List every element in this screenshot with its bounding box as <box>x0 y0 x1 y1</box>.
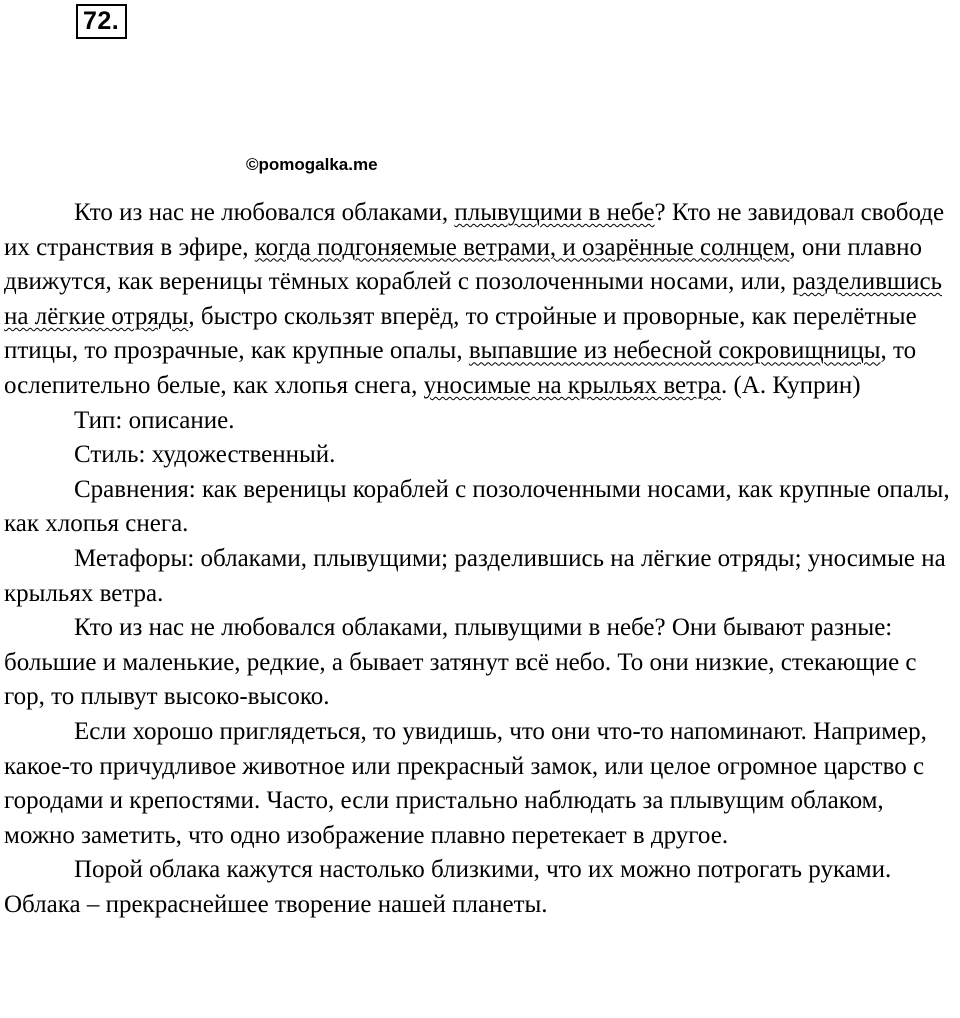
analysis-style: Стиль: художественный. <box>74 441 336 469</box>
participle-phrase-underline: плывущими в небе <box>454 199 655 226</box>
participle-phrase-underline: уносимые на крыльях ветра <box>423 371 721 399</box>
essay-paragraph-2: Если хорошо приглядеться, то увидишь, что они что-то напоминают. Например, какое-то причудливое животное или прекрасный замок, или целое огромное царство с городами и крепостями. Часто, если пристально наблюдать за плывущим облаком, можно заметить, что одно изображение плавно перетекает в другое. <box>4 717 927 849</box>
participle-phrase-underline: выпавшие из небесной сокровищницы <box>468 337 881 365</box>
text-segment: , быстро скользят вперёд, то стройные и проворные, как перелётные птицы, то прозрачные, как крупные опалы, <box>4 302 917 365</box>
analysis-type: Тип: описание. <box>74 406 235 434</box>
source-text-paragraph <box>4 196 956 404</box>
text-body <box>4 196 956 922</box>
analysis-comparisons: Сравнения: как вереницы кораблей с позолоченными носами, как крупные опалы, как хлопья снега. <box>4 475 950 538</box>
text-segment: , они плавно движутся, как вереницы тёмных кораблей с позолоченными носами, или, <box>4 233 923 296</box>
analysis-metaphors: Метафоры: облаками, плывущими; разделившись на лёгкие отряды; уносимые на крыльях ветра. <box>4 544 946 607</box>
essay-paragraph-1: Кто из нас не любовался облаками, плывущими в небе? Они бывают разные: большие и маленькие, редкие, а бывает затянут всё небо. То они низкие, стекающие с гор, то плывут высоко-высоко. <box>4 614 917 711</box>
participle-phrase-underline: когда подгоняемые ветрами, и озарённые солнцем <box>254 233 790 261</box>
text-segment: ? Кто не завидовал свободе их странствия в эфире, <box>4 199 945 261</box>
watermark: ©pomogalka.me <box>246 155 378 174</box>
text-segment: . (А. Куприн) <box>720 371 861 399</box>
text-segment: Кто из нас не любовался облаками, <box>74 199 455 226</box>
text-segment: , то ослепительно белые, как хлопья снега, <box>4 337 917 399</box>
participle-phrase-underline: разделившись на лёгкие отряды <box>4 268 943 330</box>
task-number-box: 72. <box>76 4 127 39</box>
essay-paragraph-3: Порой облака кажутся настолько близкими, что их можно потрогать руками. Облака – прекраснейшее творение нашей планеты. <box>4 856 892 918</box>
